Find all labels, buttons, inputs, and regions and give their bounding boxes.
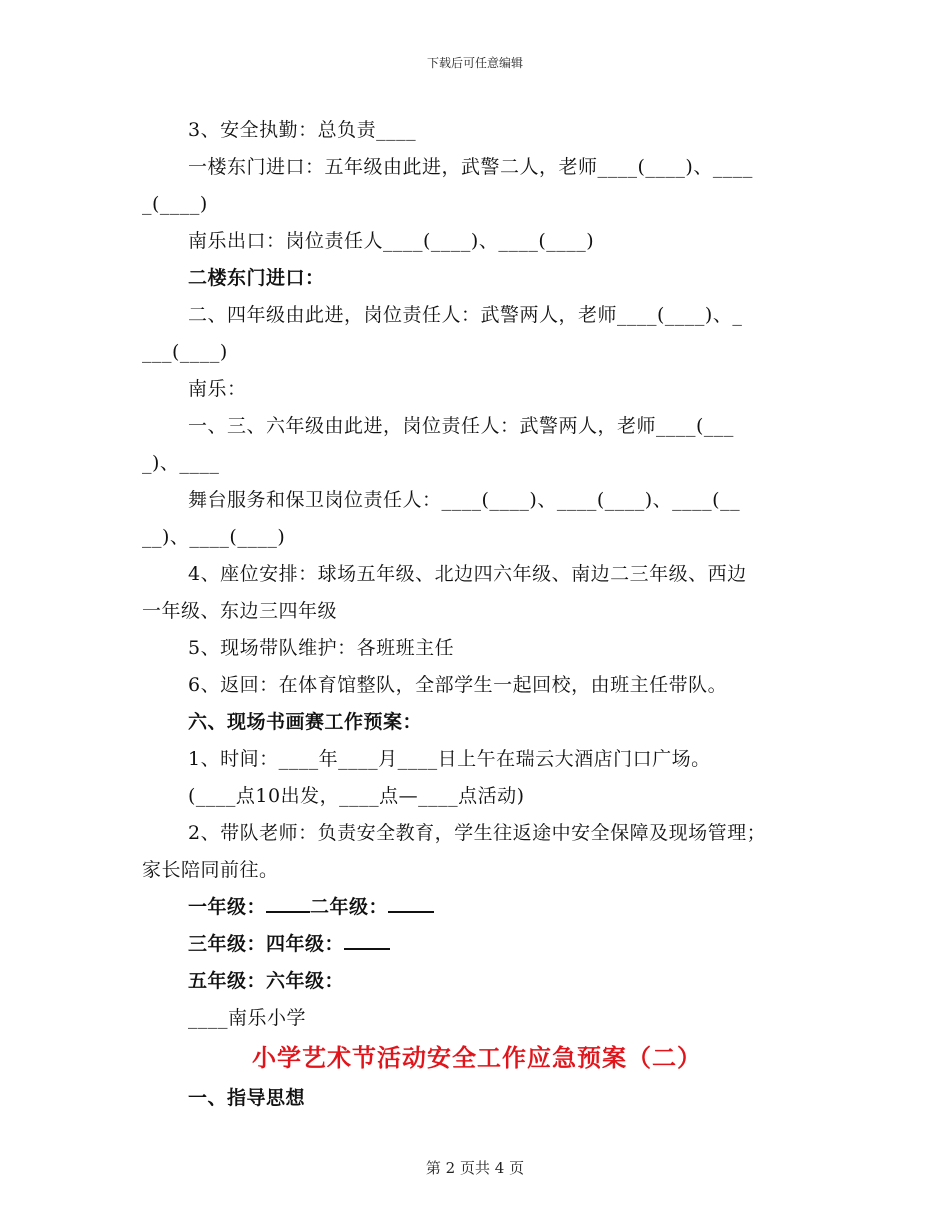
paragraph-line: 1、时间：____年____月____日上午在瑞云大酒店门口广场。 <box>188 748 711 770</box>
page-header: 下载后可任意编辑 <box>426 56 523 70</box>
paragraph-line: _(____) <box>142 193 208 215</box>
grade-blank-2 <box>388 893 434 913</box>
paragraph-line: 舞台服务和保卫岗位责任人：____(____)、____(____)、____(__ <box>188 489 741 511</box>
paragraph-line: 5、现场带队维护：各班班主任 <box>188 637 455 659</box>
grade-blank-4 <box>344 930 390 950</box>
paragraph-line: 南乐： <box>188 378 247 400</box>
page-footer: 第 2 页共 4 页 <box>425 1159 525 1177</box>
grade-line-5-6 <box>142 963 812 1000</box>
paragraph-line: __)、____(____) <box>142 526 286 548</box>
paragraph-line: 6、返回：在体育馆整队，全部学生一起回校，由班主任带队。 <box>188 674 728 696</box>
paragraph-line: 一楼东门进口：五年级由此进，武警二人，老师____(____)、____ <box>188 156 753 178</box>
paragraph-line: 二楼东门进口： <box>188 267 325 289</box>
document-body <box>142 112 812 1117</box>
paragraph-line: 2、带队老师：负责安全教育，学生往返途中安全保障及现场管理； <box>188 822 767 844</box>
paragraph-line: 六、现场书画赛工作预案： <box>188 711 423 733</box>
school-line: ____南乐小学 <box>188 1007 307 1029</box>
paragraph-line: 一年级、东边三四年级 <box>142 600 338 622</box>
grade-blank-1 <box>266 893 310 913</box>
paragraph-line: ___(____) <box>142 341 228 363</box>
grade-line-1-2 <box>142 889 812 926</box>
paragraph-list <box>142 112 812 889</box>
grade-label-2: 二年级： <box>310 896 389 918</box>
grade-line-3-4 <box>142 926 812 963</box>
paragraph-line: 4、座位安排：球场五年级、北边四六年级、南边二三年级、西边 <box>188 563 747 585</box>
grade-label-1: 一年级： <box>188 896 267 918</box>
paragraph-line: 一、三、六年级由此进，岗位责任人：武警两人，老师____(___ <box>188 415 734 437</box>
section-title: 小学艺术节活动安全工作应急预案（二） <box>252 1043 702 1072</box>
grade-label-5-6: 五年级：六年级： <box>188 970 345 992</box>
paragraph-line: _)、____ <box>142 452 220 474</box>
paragraph-line: 3、安全执勤：总负责____ <box>188 119 417 141</box>
paragraph-line: 二、四年级由此进，岗位责任人：武警两人，老师____(____)、_ <box>188 304 743 326</box>
grade-label-3-4: 三年级：四年级： <box>188 933 345 955</box>
paragraph-line: 家长陪同前往。 <box>142 859 279 881</box>
section-heading: 一、指导思想 <box>188 1087 306 1109</box>
paragraph-line: (____点10出发，____点—____点活动) <box>188 785 525 807</box>
paragraph-line: 南乐出口：岗位责任人____(____)、____(____) <box>188 230 595 252</box>
